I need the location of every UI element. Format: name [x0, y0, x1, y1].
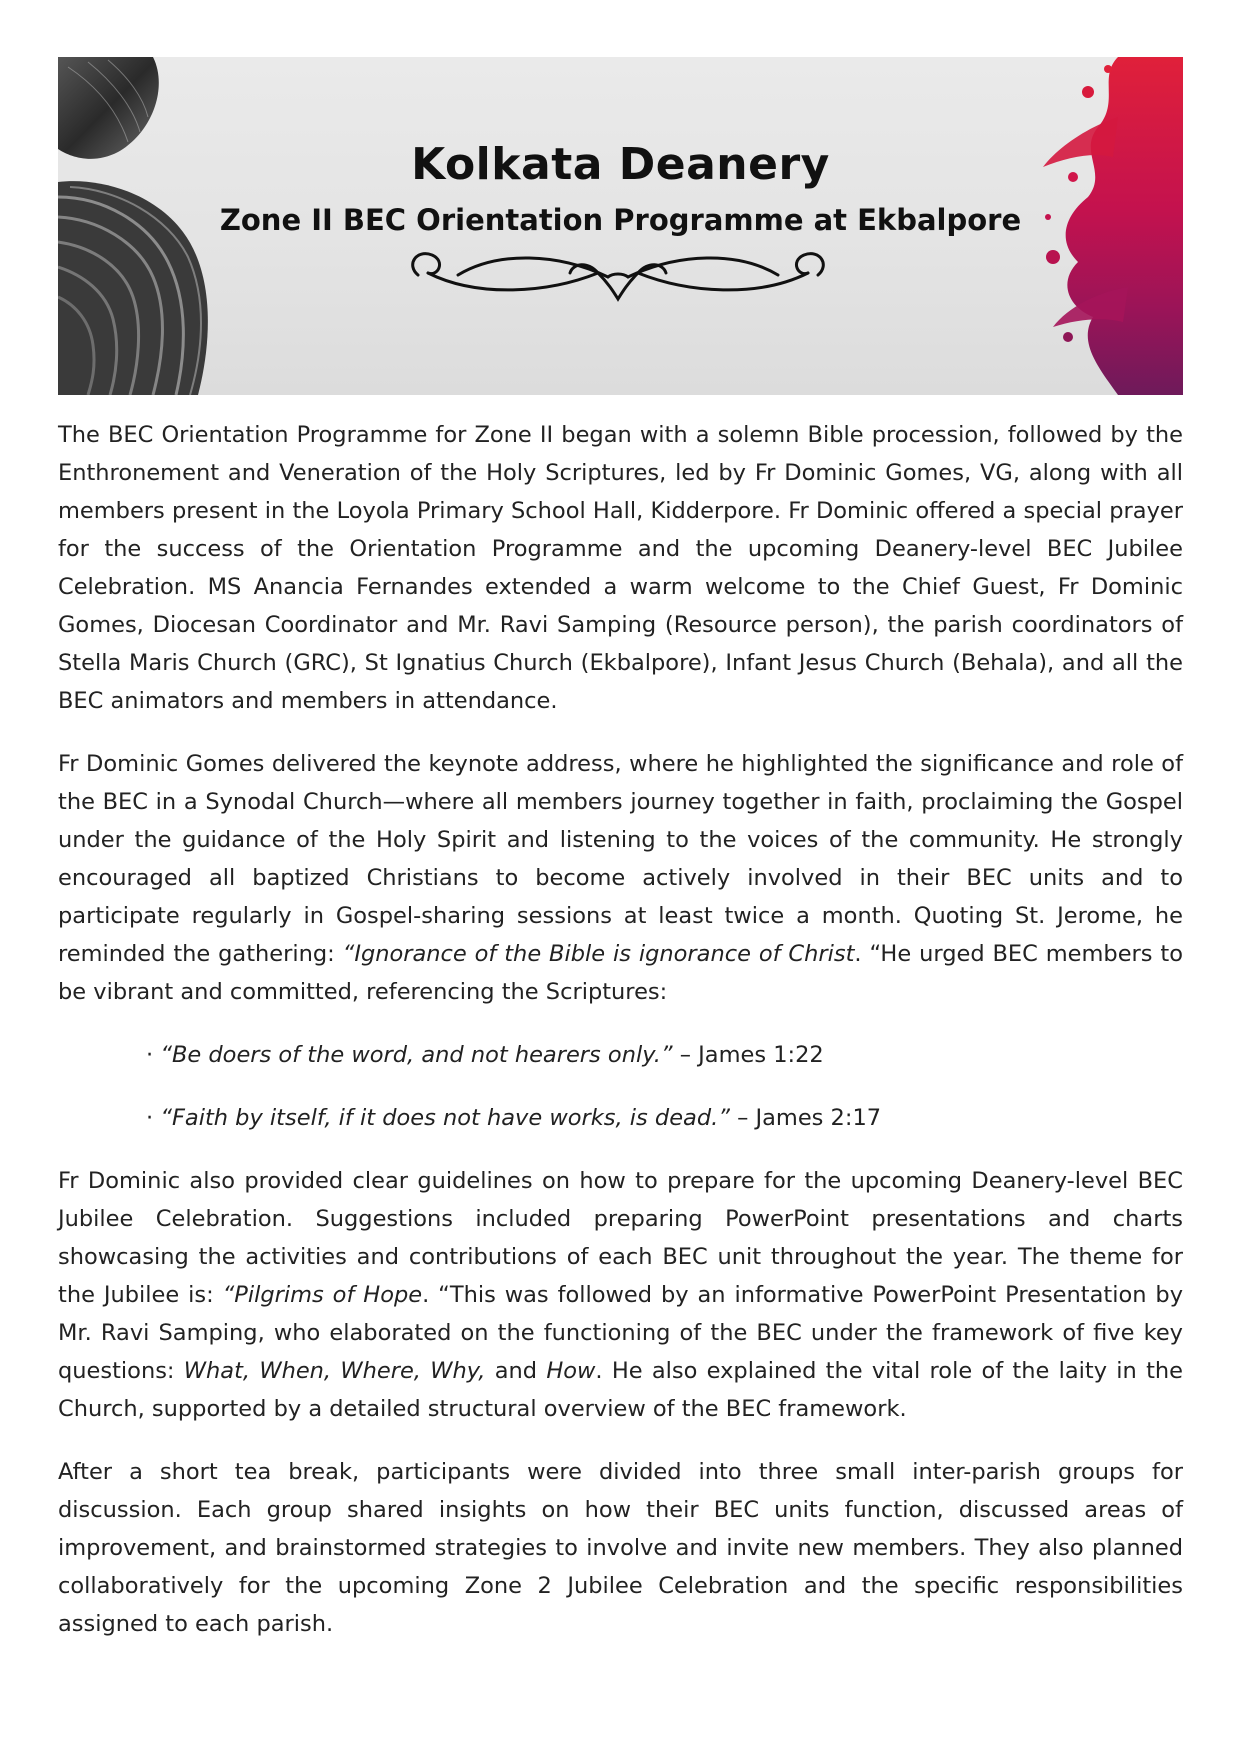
quote-reference: – James 2:17 [729, 1105, 882, 1131]
paragraph-opening: The BEC Orientation Programme for Zone II began with a solemn Bible procession, followed by the Enthronement and Veneration of the Holy Scriptures, led by Fr Dominic Gomes, VG, along with all members present in the Loyola Primary School Hall, Kidderpore. Fr Dominic offered a special prayer for the success of the Orientation Programme and the upcoming Deanery-level BEC Jubilee Celebration. MS Anancia Fernandes extended a warm welcome to the Chief Guest, Fr Dominic Gomes, Diocesan Coordinator and Mr. Ravi Samping (Resource person), the parish coordinators of Stella Maris Church (GRC), St Ignatius Church (Ekbalpore), Infant Jesus Church (Behala), and all the BEC animators and members in attendance. [58, 422, 1183, 714]
article-body [58, 416, 1183, 1668]
keynote-tail: . “He urged BEC members to be vibrant and committed, referencing the Scriptures: [58, 941, 1183, 1005]
ornament-divider [398, 243, 838, 303]
paragraph-discussion: After a short tea break, participants were divided into three small inter-parish groups for discussion. Each group shared insights on how their BEC units function, discussed areas of improvement, and brainstormed strategies to involve and invite new members. They also planned collaboratively for the upcoming Zone 2 Jubilee Celebration and the specific responsibilities assigned to each parish. [58, 1459, 1183, 1637]
key-questions: What, When, Where, Why, [183, 1358, 486, 1384]
scripture-quote [146, 1099, 1183, 1137]
paragraph-keynote [58, 745, 1183, 1011]
quote-text: “Be doers of the word, and not hearers only.” [160, 1042, 673, 1068]
key-question-how: How [546, 1358, 596, 1384]
quote-bullet: · [146, 1042, 161, 1068]
quote-reference: – James 1:22 [672, 1042, 824, 1068]
conjunction: and [485, 1358, 547, 1384]
header-banner [58, 57, 1183, 395]
page-title: Kolkata Deanery [411, 139, 830, 190]
paragraph-guidelines [58, 1162, 1183, 1428]
presentation-text: . “This was followed by an informative PowerPoint Presentation by Mr. Ravi Samping, who elaborated on the functioning of the BEC under the framework of five key questions: [58, 1282, 1184, 1384]
guidelines-text: Fr Dominic also provided clear guidelines on how to prepare for the upcoming Deanery-level BEC Jubilee Celebration. Suggestions included preparing PowerPoint presentations and charts showcasing the activities and contributions of each BEC unit throughout the year. The theme for the Jubilee is: [58, 1168, 1183, 1308]
keynote-text: Fr Dominic Gomes delivered the keynote address, where he highlighted the significance and role of the BEC in a Synodal Church—where all members journey together in faith, proclaiming the Gospel under the guidance of the Holy Spirit and listening to the voices of the community. He strongly encouraged all baptized Christians to become actively involved in their BEC units and to participate regularly in Gospel-sharing sessions at least twice a month. Quoting St. Jerome, he reminded the gathering: [58, 751, 1183, 967]
scripture-quote [146, 1036, 1183, 1074]
laity-text: . He also explained the vital role of the laity in the Church, supported by a detailed structural overview of the BEC framework. [58, 1358, 1183, 1422]
quote-bullet: · [146, 1105, 161, 1131]
jerome-quote: “Ignorance of the Bible is ignorance of Christ [342, 941, 855, 967]
page-subtitle: Zone II BEC Orientation Programme at Ekbalpore [219, 203, 1022, 237]
quote-text: “Faith by itself, if it does not have works, is dead.” [160, 1105, 730, 1131]
jubilee-theme: “Pilgrims of Hope [222, 1282, 423, 1308]
